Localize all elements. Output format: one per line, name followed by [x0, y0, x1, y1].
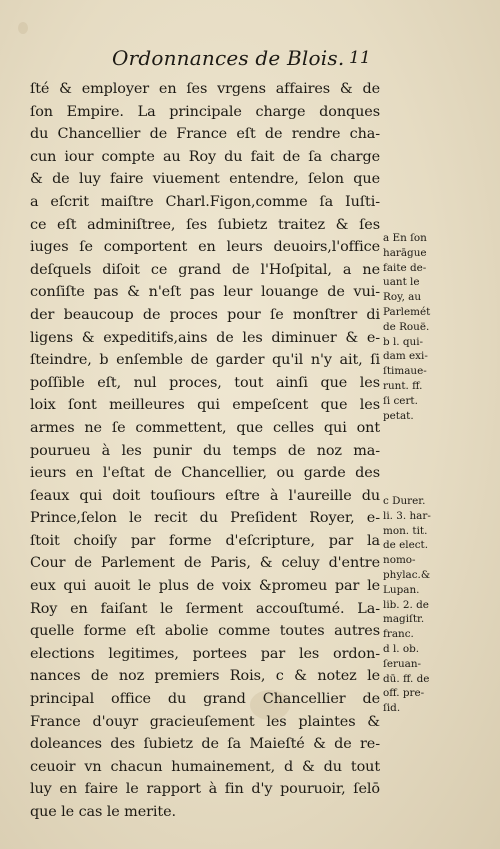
margin-note-c [383, 494, 451, 716]
running-title: Ordonnances de Blois. [112, 46, 345, 70]
text-line: ſon Empire. La principale charge donques [30, 103, 380, 120]
margin-note-line: petat. [383, 409, 414, 422]
margin-note-line: Roy, au [383, 291, 422, 304]
margin-note-line: magiſtr. [383, 613, 425, 626]
margin-note-line: ſid. [383, 702, 401, 715]
margin-note-a [383, 231, 451, 423]
text-line: pourueu à les punir du temps de noz ma- [30, 442, 380, 459]
text-line: doleances des ſubietz de ſa Maieſté & de re- [30, 736, 380, 753]
page-header [0, 46, 500, 76]
text-line: ſteindre, b enſemble de garder qu'il n'y ait, ſi [30, 352, 380, 369]
text-line: & de luy faire viuement entendre, ſelon que [30, 171, 380, 188]
page-number: 11 [349, 48, 371, 68]
margin-note-line: phylac.& [383, 568, 431, 581]
margin-note-line: c Durer. [383, 495, 426, 507]
text-line: armes ne ſe commettent, que celles qui ont [30, 419, 380, 436]
margin-note-line: lib. 2. de [383, 598, 429, 611]
margin-note-line: off. pre- [383, 687, 425, 700]
text-line: ce eſt adminiſtree, ſes ſubietz traitez & ſes [30, 216, 380, 233]
main-text-block [30, 78, 380, 824]
text-line: ſtoit choiſy par forme d'eſcripture, par la [30, 532, 380, 549]
margin-note-line: li. 3. har- [383, 509, 431, 522]
text-line: Roy en faiſant le ſerment accouſtumé. La- [30, 600, 380, 617]
margin-note-line: faite de- [383, 261, 427, 274]
text-line: ſeaux qui doit touſiours eſtre à l'aureille du [30, 487, 380, 504]
margin-note-line: ſi cert. [383, 394, 418, 407]
margin-note-line: b l. qui- [383, 335, 424, 348]
text-line: ſté & employer en ſes vrgens affaires & de [30, 81, 380, 97]
paper-stain [18, 22, 28, 34]
margin-note-line: franc. [383, 628, 414, 641]
margin-note-line: dū. ff. de [383, 672, 430, 685]
text-line: deſquels diſoit ce grand de l'Hoſpital, a ne [30, 261, 380, 278]
text-line: ieurs en l'eſtat de Chancellier, ou garde des [30, 465, 380, 482]
text-line: Prince,ſelon le recit du Preſident Royer, e- [30, 510, 380, 527]
margin-note-line: ſeruan- [383, 657, 422, 670]
text-line: poſſible eſt, nul proces, tout ainſi que les [30, 374, 380, 391]
text-line: ligens & expeditifs,ains de les diminuer & e- [30, 329, 380, 346]
text-line: a eſcrit maiſtre Charl.Figon,comme ſa Iuſti- [30, 193, 380, 210]
text-line: conſiſte pas & n'eſt pas leur louange de vui- [30, 284, 380, 301]
margin-note-line: nomo- [383, 554, 416, 567]
margin-note-line: d l. ob. [383, 642, 420, 655]
text-line: der beaucoup de proces pour ſe monſtrer di [30, 306, 380, 323]
margin-note-line: dam exi- [383, 350, 428, 363]
text-line: Cour de Parlement de Paris, & celuy d'entre [30, 555, 380, 572]
margin-note-line: Parlemét [383, 305, 431, 318]
margin-note-line: harāgue [383, 246, 427, 259]
text-line: ceuoir vn chacun humainement, d & du tout [30, 758, 380, 775]
text-line: loix ſont meilleures qui empeſcent que les [30, 397, 380, 414]
margin-note-line: uant le [383, 276, 420, 289]
text-line: iuges ſe comportent en leurs deuoirs,l'office [30, 239, 380, 256]
text-line: nances de noz premiers Rois, c & notez le [30, 668, 380, 685]
text-line: France d'ouyr gracieuſement les plaintes & [30, 713, 380, 730]
text-line: eux qui auoit le plus de voix &promeu par le [30, 578, 380, 595]
margin-note-line: de elect. [383, 539, 429, 552]
text-line: cun iour compte au Roy du fait de ſa charge [30, 148, 380, 165]
text-line: du Chancellier de France eſt de rendre cha- [30, 126, 380, 143]
text-line: que le cas le merite. [30, 804, 176, 820]
margin-note-line: de Rouë. [383, 320, 430, 333]
text-line: elections legitimes, portees par les ordon- [30, 645, 380, 662]
margin-note-line: runt. ff. [383, 379, 423, 392]
text-line: principal office du grand Chancellier de [30, 691, 380, 708]
margin-note-line: a En ſon [383, 232, 427, 244]
margin-note-line: ſtimaue- [383, 365, 427, 378]
text-line: quelle forme eſt abolie comme toutes autres [30, 623, 380, 640]
text-line: luy en faire le rapport à fin d'y pouruoir, ſelō [30, 781, 380, 798]
margin-note-line: Lupan. [383, 583, 420, 596]
margin-note-line: mon. tit. [383, 524, 428, 537]
